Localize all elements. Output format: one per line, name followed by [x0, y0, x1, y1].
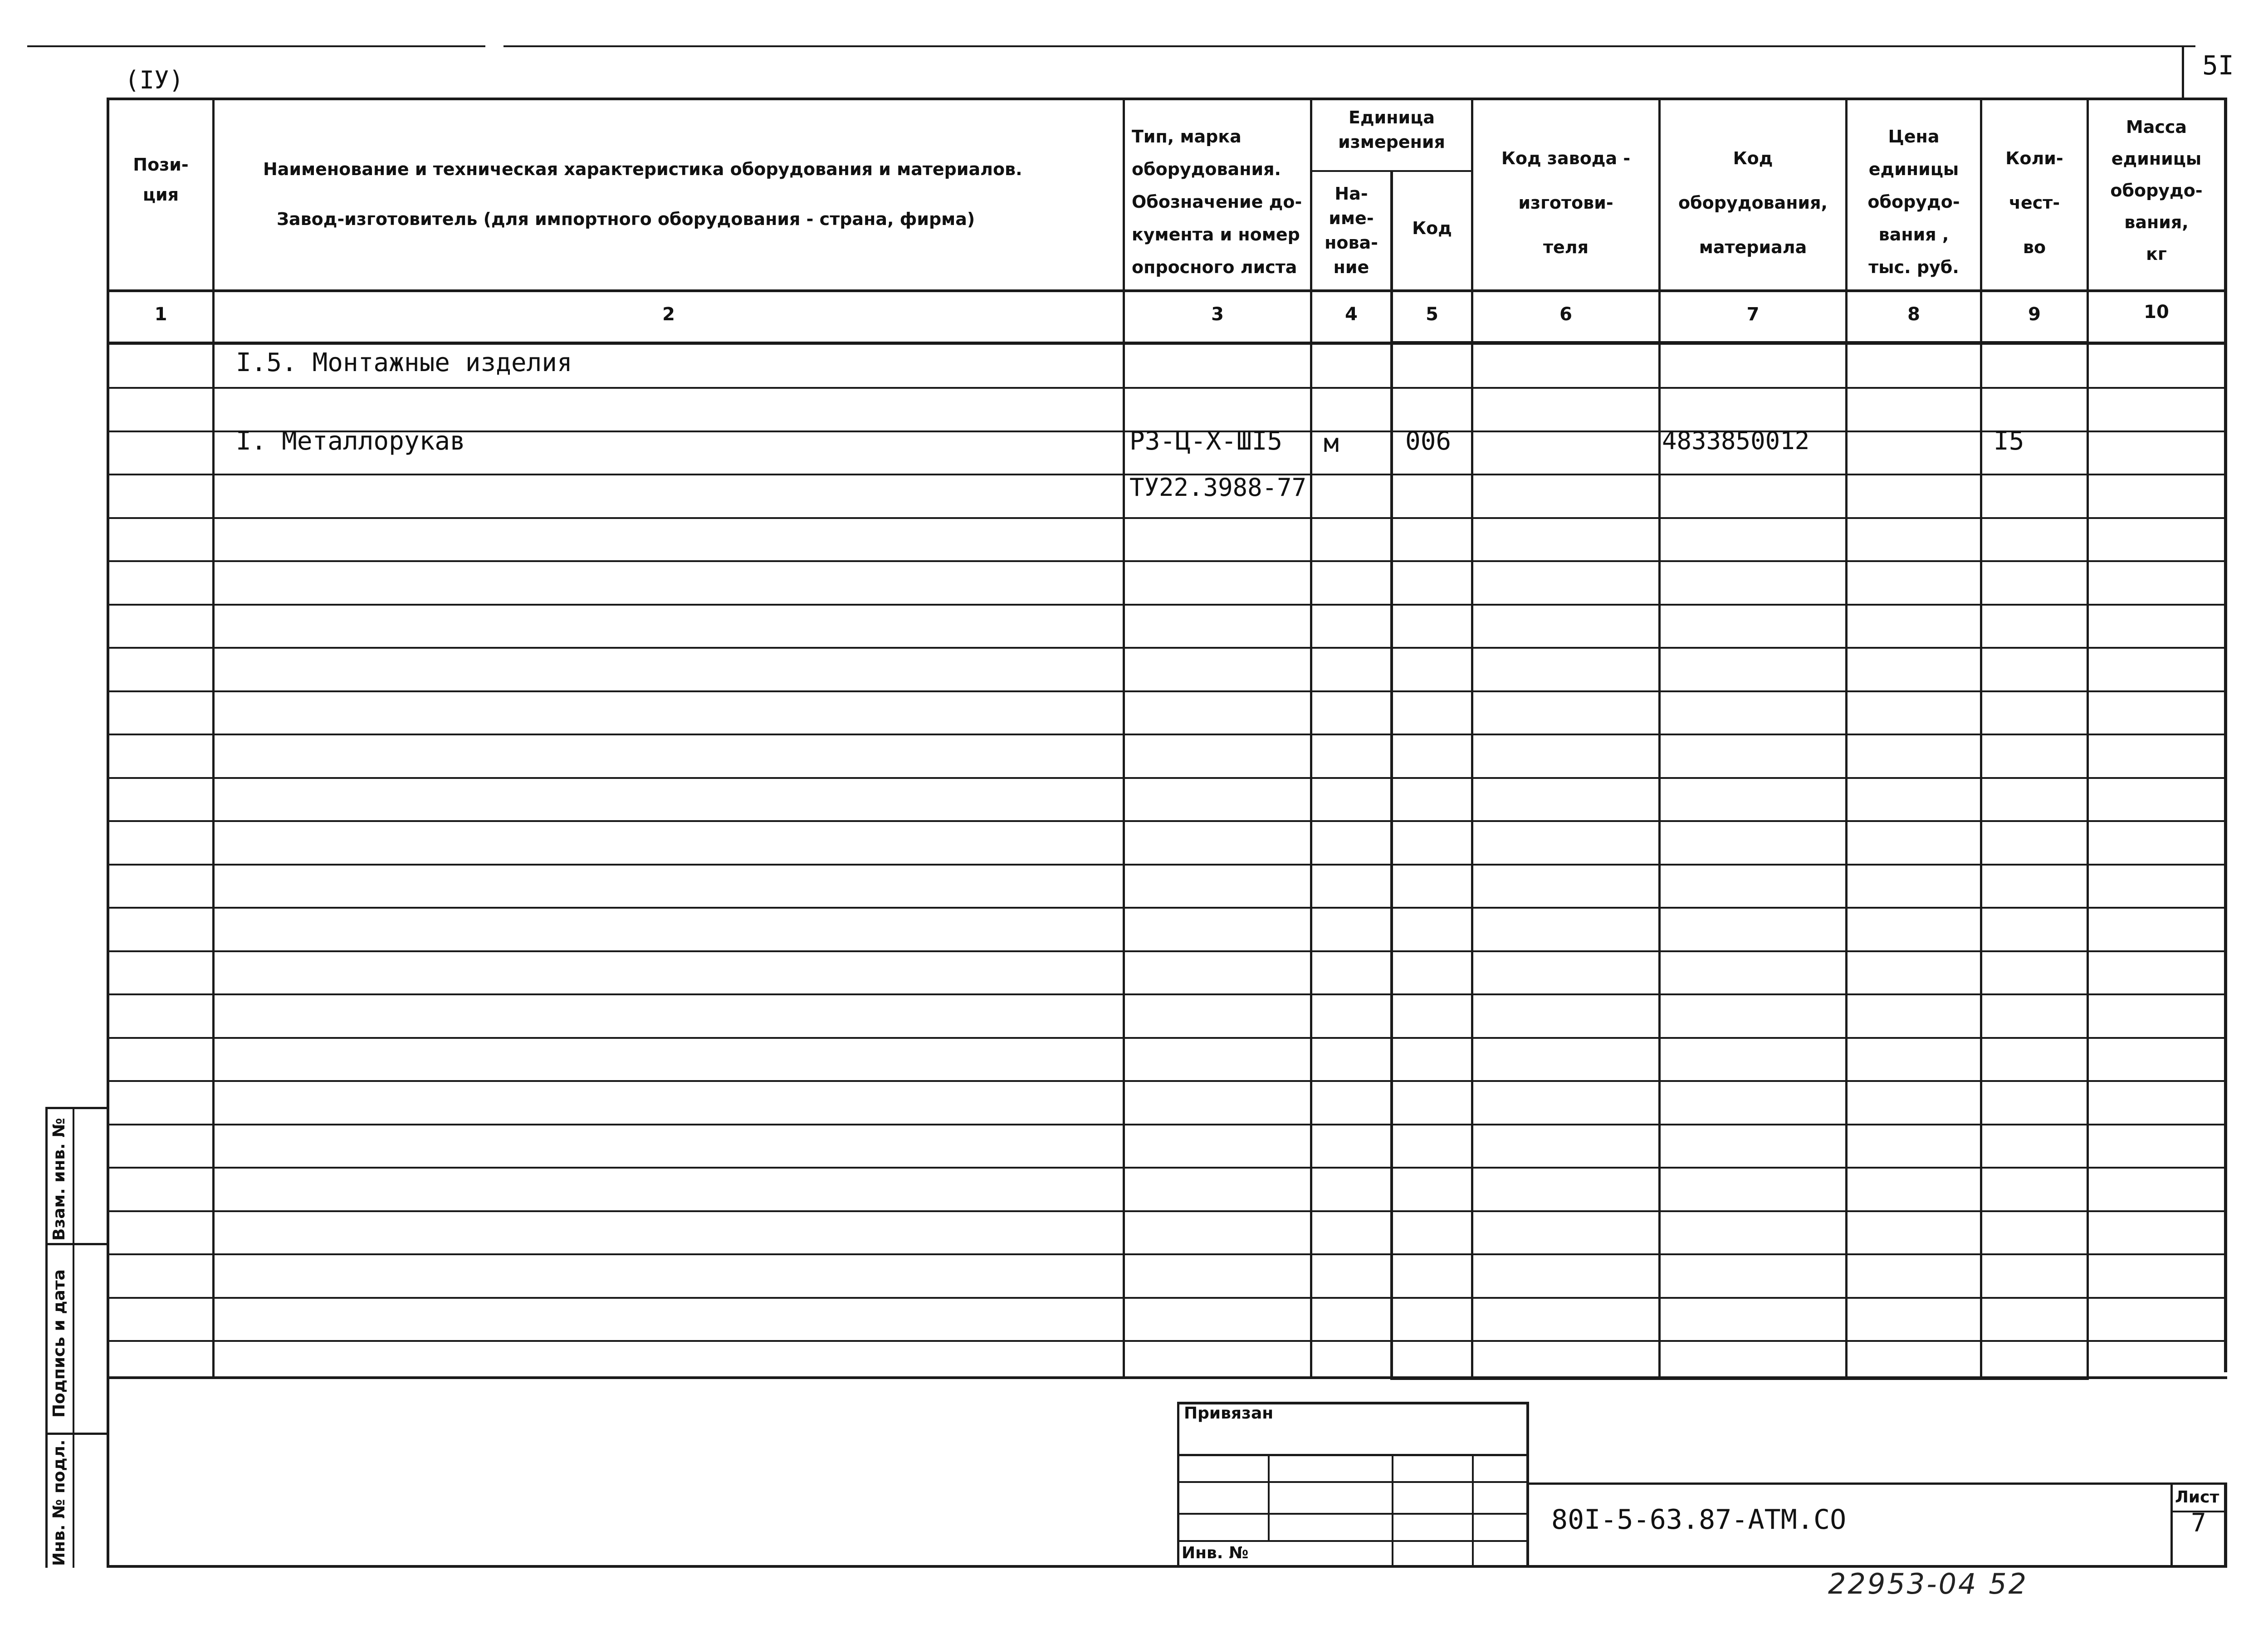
row-line [107, 1080, 2227, 1082]
colnum-1: 1 [154, 304, 167, 325]
titleblock-row1 [1177, 1454, 1529, 1456]
header-col1-line2: ция [142, 185, 179, 205]
colnum-4: 4 [1345, 304, 1358, 325]
header-col3-line5: опросного листа [1132, 257, 1297, 277]
row1-name: I.5. Монтажные изделия [236, 348, 572, 377]
header-unit-line1: Единица [1349, 108, 1435, 127]
row-line [107, 1124, 2227, 1125]
header-col9 [1982, 136, 2087, 269]
col-divider-3 [1310, 98, 1312, 1379]
col-divider-2 [1123, 98, 1125, 1379]
titleblock-col3 [1472, 1454, 1474, 1567]
header-col10-line1: Масса [2126, 117, 2187, 137]
section-mark: (IУ) [125, 66, 184, 94]
titleblock-col2 [1392, 1454, 1393, 1567]
table-top-border [107, 98, 2227, 100]
titleblock-col1 [1268, 1454, 1270, 1540]
body-end-line [107, 1376, 2227, 1379]
header-col10-line5: кг [2146, 244, 2167, 264]
page-number-box-left [2182, 45, 2184, 99]
stamp-inner-line [73, 1107, 74, 1568]
header-col6-line2: изготови- [1518, 193, 1613, 213]
header-col5: Код [1412, 218, 1452, 238]
row3-unit-code: 006 [1405, 426, 1452, 456]
titleblock-row4 [1177, 1540, 1529, 1542]
header-col10-line4: вания, [2124, 212, 2189, 232]
block-top-line [1390, 341, 2089, 345]
titleblock-row3 [1177, 1513, 1529, 1515]
row-line [107, 820, 2227, 822]
row-line [107, 1340, 2227, 1342]
colnum-8: 8 [1907, 304, 1920, 325]
col-divider-5 [1471, 98, 1473, 1379]
stamp-right-border [107, 1107, 109, 1568]
row-line [107, 560, 2227, 562]
header-col2-line1: Наименование и техническая характеристика оборудования и материалов. [263, 159, 1022, 179]
header-col7 [1661, 136, 1845, 269]
header-col9-line3: во [2023, 237, 2046, 257]
row3-equip-code: 4833850012 [1662, 426, 1810, 455]
header-col8-line2: единицы [1868, 159, 1959, 179]
handwritten-code: 22953-04 52 [1828, 1567, 2028, 1600]
colnum-3: 3 [1211, 304, 1224, 325]
colnum-9: 9 [2028, 304, 2041, 325]
doc-code: 80I-5-63.87-АТМ.СО [1551, 1504, 1847, 1536]
colnum-5: 5 [1426, 304, 1438, 325]
list-label: Лист [2175, 1488, 2219, 1507]
row-line [107, 993, 2227, 995]
top-rule-left [27, 45, 485, 47]
row-line [107, 1297, 2227, 1299]
row-line [107, 690, 2227, 692]
stamp-top [45, 1107, 109, 1109]
stamp-podpis-label: Подпись и дата [50, 1269, 68, 1418]
header-col3 [1132, 120, 1309, 284]
header-col3-line2: оборудования. [1132, 159, 1281, 179]
header-col8 [1848, 120, 1980, 284]
row4-type: ТУ22.3988-77 [1129, 473, 1307, 502]
row-line [107, 1210, 2227, 1212]
colnum-2: 2 [662, 304, 675, 325]
header-col10-line3: оборудо- [2110, 181, 2203, 201]
row-line [107, 387, 2227, 389]
colnum-6: 6 [1559, 304, 1572, 325]
row-line [107, 517, 2227, 519]
col-divider-1 [212, 98, 215, 1379]
header-col3-line3: Обозначение до- [1132, 192, 1302, 212]
stamp-left-border [45, 1107, 48, 1568]
header-unit-line2: измерения [1338, 132, 1445, 152]
header-col8-line1: Цена [1888, 127, 1940, 147]
header-col2 [263, 144, 1120, 244]
titleblock-row2 [1177, 1481, 1529, 1483]
stamp-vzam-label: Взам. инв. № [50, 1118, 68, 1241]
col-divider-9 [2087, 98, 2089, 1379]
header-col9-line2: чест- [2009, 193, 2060, 213]
row-line [107, 1037, 2227, 1039]
col-divider-7 [1845, 98, 1848, 1379]
page-number: 5I [2202, 50, 2234, 81]
row-line [107, 1253, 2227, 1255]
col-divider-4 [1390, 170, 1393, 1379]
stamp-div1 [45, 1243, 109, 1245]
header-col1-line1: Пози- [133, 155, 189, 175]
header-col4-line4: ние [1333, 257, 1369, 277]
header-col6-line1: Код завода - [1501, 148, 1631, 168]
header-col7-line1: Код [1733, 148, 1773, 168]
header-unit-group [1312, 105, 1471, 154]
col-divider-8 [1980, 98, 1982, 1379]
row-line [107, 864, 2227, 866]
header-col4-line3: нова- [1325, 233, 1378, 253]
colnum-7: 7 [1746, 304, 1760, 325]
doc-code-top-line [1529, 1482, 2227, 1485]
row-line [107, 647, 2227, 649]
row-line [107, 950, 2227, 952]
header-col6 [1473, 136, 1658, 269]
titleblock-left [1177, 1402, 1179, 1568]
colnum-10: 10 [2144, 302, 2169, 323]
header-col4-line1: На- [1334, 184, 1368, 204]
header-col8-line5: тыс. руб. [1868, 257, 1959, 277]
row3-unit-name: м [1324, 429, 1339, 458]
header-col9-line1: Коли- [2005, 148, 2063, 168]
header-col3-line4: кумента и номер [1132, 225, 1300, 245]
privyazan-label: Привязан [1184, 1404, 1274, 1423]
row3-name: I. Металлорукав [236, 426, 465, 456]
header-col8-line3: оборудо- [1867, 192, 1960, 212]
header-col1 [109, 150, 212, 210]
row-line [107, 604, 2227, 606]
header-col10 [2089, 111, 2224, 270]
row3-qty: I5 [1994, 426, 2024, 456]
col-divider-6 [1658, 98, 1661, 1379]
header-bottom-line [107, 289, 2227, 292]
header-col4 [1312, 181, 1390, 279]
row-line [107, 907, 2227, 909]
stamp-div2 [45, 1433, 109, 1435]
row-line [107, 1167, 2227, 1169]
header-col7-line2: оборудования, [1678, 193, 1828, 213]
list-number: 7 [2191, 1508, 2206, 1538]
inv-no-label: Инв. № [1182, 1544, 1249, 1562]
header-col6-line3: теля [1543, 237, 1589, 257]
header-col3-line1: Тип, марка [1132, 127, 1242, 147]
top-rule-right [503, 45, 2195, 47]
list-box-left [2170, 1482, 2173, 1568]
header-col10-line2: единицы [2111, 149, 2202, 169]
titleblock-right [1526, 1402, 1529, 1568]
row-line [107, 777, 2227, 779]
stamp-inv-label: Инв. № подл. [50, 1439, 68, 1566]
list-box-right [2224, 1482, 2227, 1568]
header-col2-line2: Завод-изготовитель (для импортного оборудования - страна, фирма) [277, 209, 975, 229]
header-col8-line4: вания , [1878, 225, 1949, 245]
row3-type: РЗ-Ц-Х-ШI5 [1129, 426, 1283, 456]
row-line [107, 734, 2227, 735]
header-col7-line3: материала [1699, 237, 1807, 257]
header-col4-line2: име- [1329, 208, 1374, 228]
